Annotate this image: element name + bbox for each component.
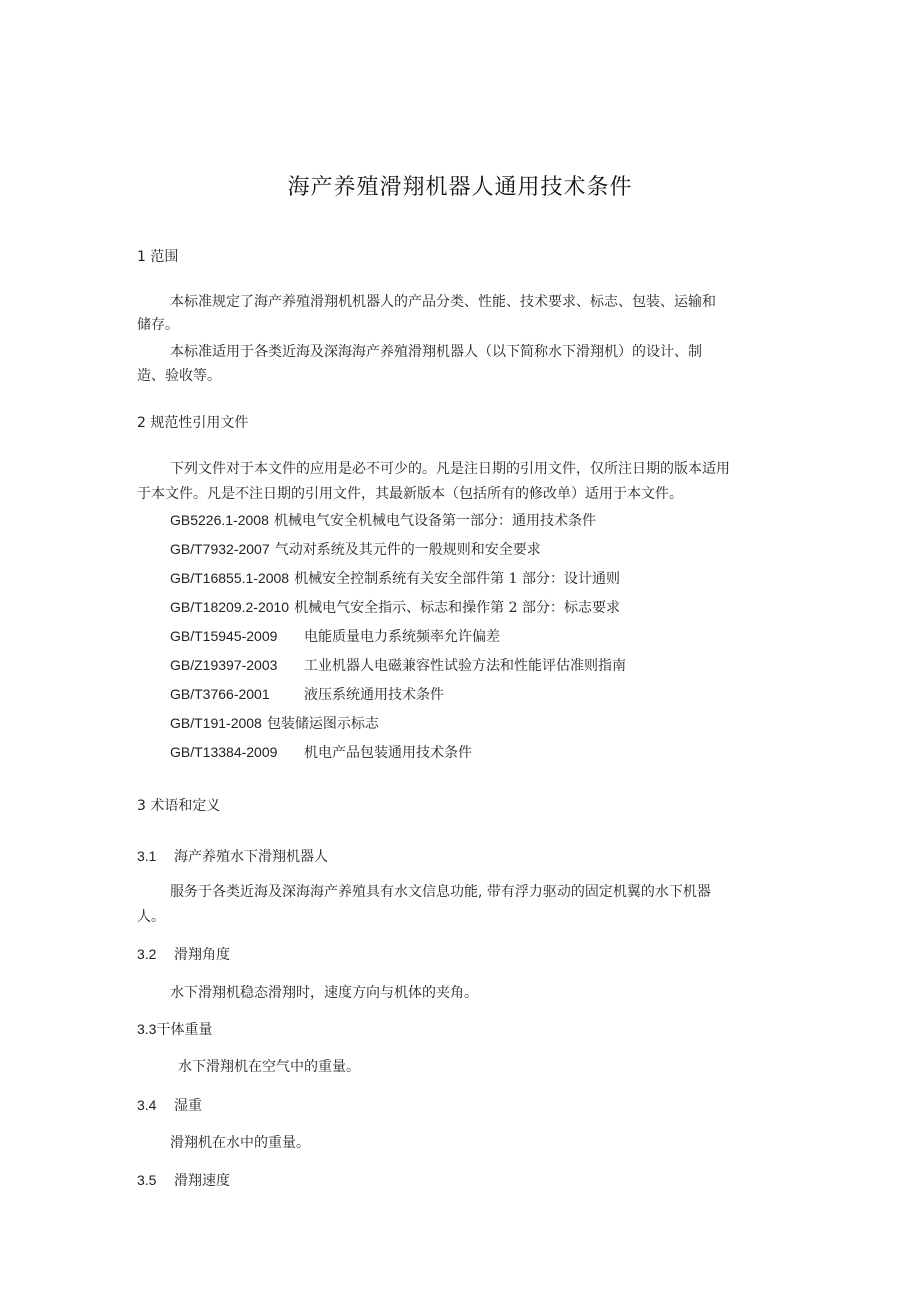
reference-title: 机械安全控制系统有关安全部件第 1 部分：设计通则 bbox=[294, 571, 620, 587]
reference-title: 机械电气安全机械电气设备第一部分：通用技术条件 bbox=[273, 513, 596, 529]
reference-title: 电能质量电力系统频率允许偏差 bbox=[304, 629, 500, 645]
reference-code: GB5226.1-2008 bbox=[170, 512, 269, 528]
term-heading bbox=[137, 944, 230, 964]
section-1-heading: 1 范围 bbox=[137, 249, 179, 265]
term-name: 海产养殖水下滑翔机器人 bbox=[174, 849, 328, 865]
term-heading bbox=[137, 1095, 202, 1115]
reference-code: GB/Z19397-2003 bbox=[170, 657, 278, 673]
reference-item bbox=[170, 684, 444, 704]
term-heading bbox=[137, 846, 328, 866]
term-definition-line-1: 滑翔机在水中的重量。 bbox=[170, 1135, 310, 1151]
term-name: 湿重 bbox=[174, 1098, 202, 1114]
term-definition-line-1: 水下滑翔机在空气中的重量。 bbox=[178, 1059, 360, 1075]
term-name: 滑翔速度 bbox=[174, 1173, 230, 1189]
term-name: 滑翔角度 bbox=[174, 947, 230, 963]
reference-code: GB/T15945-2009 bbox=[170, 628, 278, 644]
term-number: 3.2 bbox=[137, 946, 157, 962]
reference-title: 包装储运图示标志 bbox=[266, 716, 379, 732]
section-2-intro-line-1: 下列文件对于本文件的应用是必不可少的。凡是注日期的引用文件，仅所注日期的版本适用 bbox=[170, 461, 730, 477]
reference-title: 液压系统通用技术条件 bbox=[304, 687, 444, 703]
reference-item bbox=[170, 510, 596, 530]
reference-code: GB/T16855.1-2008 bbox=[170, 570, 290, 586]
reference-item bbox=[170, 655, 626, 675]
section-1-para-2-line-1: 本标准适用于各类近海及深海海产养殖滑翔机器人（以下简称水下滑翔机）的设计、制 bbox=[170, 344, 702, 360]
term-number: 3.5 bbox=[137, 1172, 157, 1188]
section-2-heading: 2 规范性引用文件 bbox=[137, 415, 249, 431]
term-name: 干体重量 bbox=[156, 1022, 213, 1038]
term-definition-line-2: 人。 bbox=[137, 909, 165, 925]
reference-title: 工业机器人电磁兼容性试验方法和性能评估准则指南 bbox=[304, 658, 626, 674]
reference-title: 机电产品包装通用技术条件 bbox=[304, 745, 472, 761]
section-1-para-2-line-2: 造、验收等。 bbox=[137, 368, 221, 384]
reference-code: GB/T7932-2007 bbox=[170, 541, 270, 557]
term-definition-line-1: 水下滑翔机稳态滑翔时，速度方向与机体的夹角。 bbox=[170, 985, 478, 1001]
term-definition-line-1: 服务于各类近海及深海海产养殖具有水文信息功能, 带有浮力驱动的固定机翼的水下机器 bbox=[170, 884, 711, 900]
section-3-heading: 3 术语和定义 bbox=[137, 798, 221, 814]
term-number: 3.3 bbox=[137, 1021, 157, 1037]
reference-item bbox=[170, 713, 379, 733]
reference-code: GB/T18209.2-2010 bbox=[170, 599, 290, 615]
reference-item bbox=[170, 568, 620, 588]
term-number: 3.4 bbox=[137, 1097, 157, 1113]
reference-item bbox=[170, 742, 472, 762]
reference-item bbox=[170, 626, 500, 646]
section-1-para-1-line-1: 本标准规定了海产养殖滑翔机机器人的产品分类、性能、技术要求、标志、包装、运输和 bbox=[170, 294, 716, 310]
reference-code: GB/T13384-2009 bbox=[170, 744, 278, 760]
reference-title: 机械电气安全指示、标志和操作第 2 部分：标志要求 bbox=[294, 600, 620, 616]
section-2-intro-line-2: 于本文件。凡是不注日期的引用文件，其最新版本（包括所有的修改单）适用于本文件。 bbox=[137, 486, 683, 502]
document-title: 海产养殖滑翔机器人通用技术条件 bbox=[287, 175, 633, 200]
reference-title: 气动对系统及其元件的一般规则和安全要求 bbox=[274, 542, 541, 558]
reference-item bbox=[170, 539, 541, 559]
term-heading bbox=[137, 1019, 212, 1039]
reference-item bbox=[170, 597, 620, 617]
reference-code: GB/T191-2008 bbox=[170, 715, 262, 731]
term-heading bbox=[137, 1170, 230, 1190]
section-1-para-1-line-2: 储存。 bbox=[137, 317, 179, 333]
reference-code: GB/T3766-2001 bbox=[170, 686, 270, 702]
term-number: 3.1 bbox=[137, 848, 157, 864]
